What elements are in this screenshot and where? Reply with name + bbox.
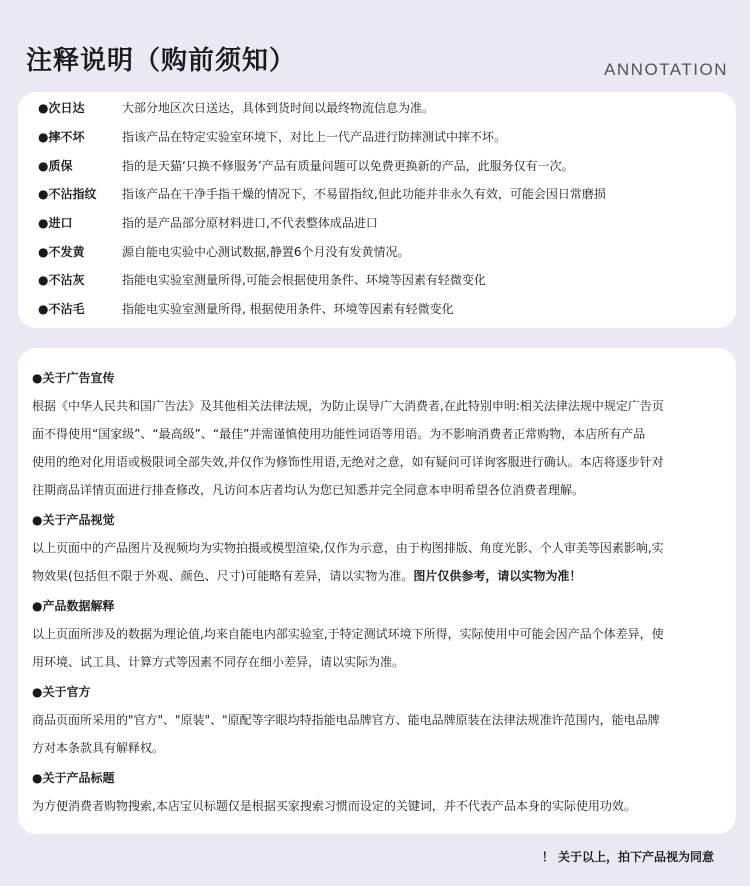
section-line: 面不得使用“国家级”、“最高级”、“最佳”并需谨慎使用功能性词语等用语。为不影响消费者正常购物，本店所有产品 — [32, 427, 646, 441]
disclaimer-card — [18, 348, 736, 834]
annotation-label: ANNOTATION — [604, 60, 728, 79]
term-value: 指的是天猫‘只换不修服务’产品有质量问题可以免费更换新的产品，此服务仅有一次。 — [122, 159, 574, 173]
section-line: 根据《中华人民共和国广告法》及其他相关法律法规，为防止误导广大消费者,在此特别申明:相关法律法规中规定广告页 — [32, 399, 664, 413]
section-line: 以上页面所涉及的数据为理论值,均来自能电内部实验室,于特定测试环境下所得，实际使用中可能会因产品个体差异，使 — [32, 627, 664, 641]
section-line: 往期商品详情页面进行排查修改，凡访问本店者均认为您已知悉并完全同意本申明希望各位消费者理解。 — [32, 483, 585, 497]
section-advertising — [32, 368, 722, 500]
term-row — [38, 270, 726, 290]
term-row — [38, 184, 726, 204]
term-value: 指该产品在特定实验室环境下，对比上一代产品进行防摔测试中摔不坏。 — [122, 130, 507, 144]
term-value: 指能电实验室测量所得, 根据使用条件、环境等因素有轻微变化 — [122, 302, 454, 316]
section-line: 使用的绝对化用语或极限词全部失效,并仅作为修饰性用语,无绝对之意，如有疑问可详询客服进行确认。本店将逐步针对 — [32, 455, 664, 469]
term-row — [38, 127, 726, 147]
term-row — [38, 156, 726, 176]
term-key: ●不沾毛 — [38, 302, 85, 316]
term-key: ●不沾灰 — [38, 273, 85, 287]
term-key: ●质保 — [38, 159, 73, 173]
section-line: 商品页面所采用的"官方"、"原装"、"原配等字眼均特指能电品牌官方、能电品牌原装在法律法规准许范围内，能电品牌 — [32, 713, 660, 727]
section-heading: ●产品数据解释 — [32, 599, 115, 613]
term-row — [38, 242, 726, 262]
term-value: 指该产品在干净手指干燥的情况下，不易留指纹,但此功能并非永久有效，可能会因日常磨损 — [122, 187, 606, 201]
emphasis-text: 图片仅供参考，请以实物为准！ — [413, 569, 582, 583]
term-row — [38, 213, 726, 233]
term-key: ●次日达 — [38, 101, 85, 115]
terms-card — [18, 92, 736, 328]
term-key: ●摔不坏 — [38, 130, 85, 144]
term-key: ●不发黄 — [38, 245, 85, 259]
section-line: 方对本条款具有解释权。 — [32, 741, 165, 755]
section-heading: ●关于产品视觉 — [32, 513, 115, 527]
term-value: 源自能电实验中心测试数据,静置6个月没有发黄情况。 — [122, 245, 410, 259]
term-value: 大部分地区次日送达，具体到货时间以最终物流信息为准。 — [122, 101, 435, 115]
term-value: 指能电实验室测量所得,可能会根据使用条件、环境等因素有轻微变化 — [122, 273, 486, 287]
section-heading: ●关于产品标题 — [32, 771, 115, 785]
agreement-notice: ！ 关于以上，拍下产品视为同意 — [541, 850, 714, 864]
term-row — [38, 299, 726, 319]
page-title: 注释说明（购前须知） — [26, 46, 297, 76]
section-line: 为方便消费者购物搜索,本店宝贝标题仅是根据买家搜索习惯而设定的关键词，并不代表产品本身的实际使用功效。 — [32, 799, 636, 813]
section-official — [32, 682, 722, 758]
term-key: ●不沾指纹 — [38, 187, 97, 201]
section-title — [32, 768, 722, 816]
term-row — [38, 98, 726, 118]
section-visual — [32, 510, 722, 586]
term-value: 指的是产品部分原材料进口,不代表整体成品进口 — [122, 216, 378, 230]
term-key: ●进口 — [38, 216, 73, 230]
section-data — [32, 596, 722, 672]
section-line — [32, 566, 722, 586]
section-line: 用环境、试工具、计算方式等因素不同存在细小差异，请以实际为准。 — [32, 655, 405, 669]
section-heading: ●关于广告宣传 — [32, 371, 115, 385]
section-line: 以上页面中的产品图片及视频均为实物拍摄或模型渲染,仅作为示意，由于构图排版、角度光影、个人审美等因素影响,实 — [32, 541, 664, 555]
section-heading: ●关于官方 — [32, 685, 91, 699]
section-line-text: 物效果(包括但不限于外观、颜色、尺寸)可能略有差异，请以实物为准。 — [32, 569, 414, 583]
